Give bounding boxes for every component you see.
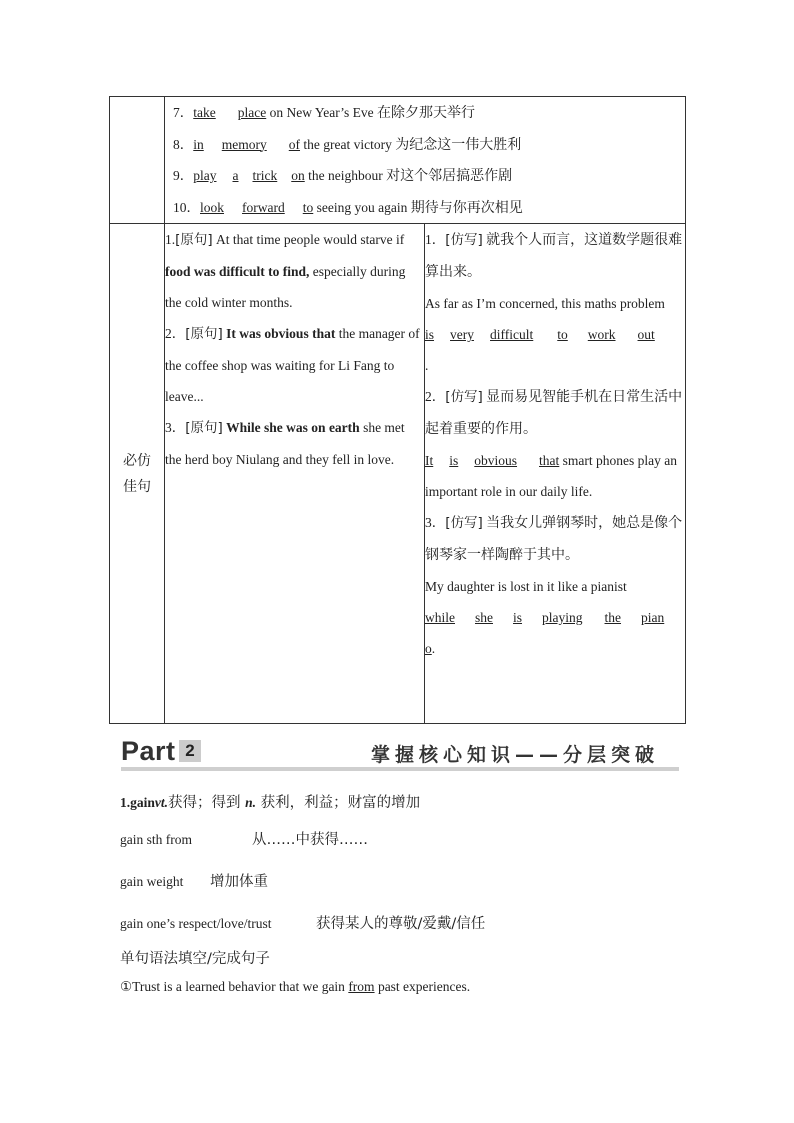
phrases-cell: [165, 97, 686, 224]
imitation-3-answer: while she is playing the pian o: [425, 610, 665, 656]
exercise-1: ①Trust is a learned behavior that we gain from past experiences.: [120, 979, 471, 994]
original-sentence-3: 3．[原句] While she was on earth she met the herd boy Niulang and they fell in love.: [165, 420, 405, 467]
original-sentence-2: 2．[原句] It was obvious that the manager of the coffee shop was waiting for Li Fang to leave...: [165, 326, 420, 404]
usage-1: gain sth from 从……中获得……: [120, 832, 368, 848]
phrases-row: [110, 97, 686, 224]
original-sentence-1: 1.[原句] At that time people would starve if food was difficult to find, especially during the cold winter months.: [165, 232, 406, 310]
sentences-row: [110, 224, 686, 724]
part-word: Part: [121, 736, 176, 766]
imitation-1-answer: is very difficult to work out: [425, 327, 655, 342]
usage-2: gain weight 增加体重: [120, 874, 268, 890]
original-sentences: [165, 224, 425, 724]
part-header: [121, 736, 679, 770]
phrase-9: 9．play a trick on the neighbour 对这个邻居搞恶作剧: [173, 168, 513, 184]
phrase-10: 10．look forward to seeing you again 期待与你再次相见: [173, 199, 523, 216]
imitation-sentences: [425, 224, 686, 724]
imitation-2-answer: It is obvious that: [425, 453, 560, 468]
phrase-8: 8．in memory of the great victory 为纪念这一伟大胜利: [173, 136, 522, 153]
phrase-7: 7．take place on New Year’s Eve 在除夕那天举行: [173, 105, 475, 121]
exercise-title: 单句语法填空/完成句子: [120, 951, 270, 967]
entry-heading: 1.gainvt.获得；得到 n. 获利，利益；财富的增加: [120, 795, 421, 811]
section-label: 必仿 佳句: [110, 224, 165, 724]
part-title: 掌握核心知识——分层突破: [370, 744, 659, 766]
exercise-1-answer: from: [348, 979, 375, 994]
part-number-badge: 2: [179, 740, 201, 762]
imitation-2: 2．[仿写] 显而易见智能手机在日常生活中起着重要的作用。 It is obvious that smart phones play an important role in our daily life.: [425, 389, 683, 499]
imitation-3: 3．[仿写] 当我女儿弹钢琴时，她总是像个钢琴家一样陶醉于其中。 My daughter is lost in it like a pianist while she is playing the pian o.: [425, 515, 683, 656]
imitation-1: 1．[仿写] 就我个人而言，这道数学题很难算出来。 As far as I’m concerned, this maths problem is very difficult to work out .: [425, 232, 683, 373]
empty-label-cell: [110, 97, 165, 224]
phrase-and-sentence-table: [109, 96, 686, 724]
usage-3: gain one’s respect/love/trust 获得某人的尊敬/爱戴/信任: [120, 916, 486, 932]
part-divider: [121, 767, 679, 771]
